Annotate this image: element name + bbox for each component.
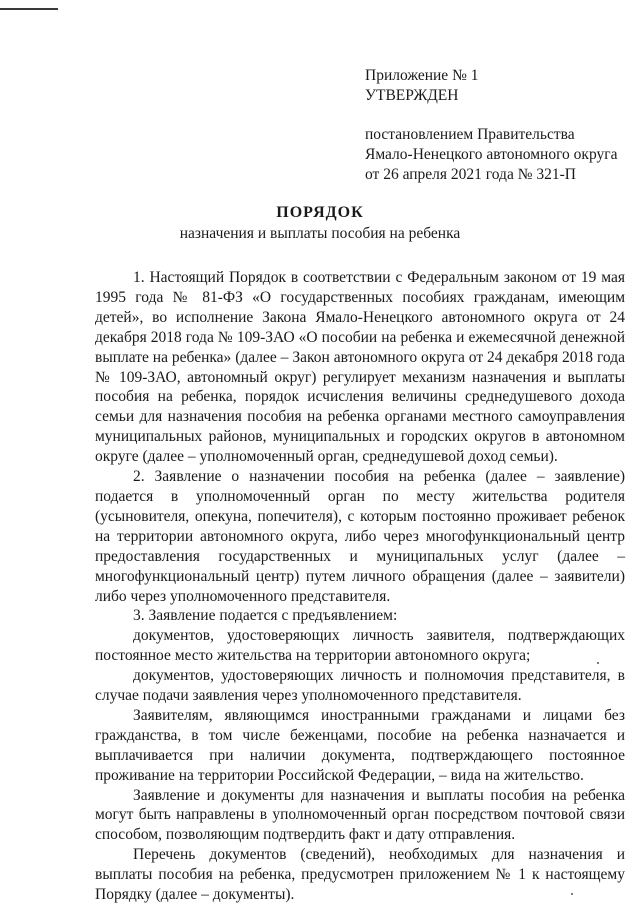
scan-speck <box>597 662 599 664</box>
paragraph-3: 3. Заявление подается с предъявлением: <box>133 607 398 625</box>
approved-by-line-1: постановлением Правительства <box>365 126 575 143</box>
approved-by-line-3: от 26 апреля 2021 года № 321-П <box>365 166 576 183</box>
paragraph-1: 1. Настоящий Порядок в соответствии с Федеральным законом от 19 мая 1995 года № 81-ФЗ «О государственных пособиях гражданам, имеющим детей», во исполнение Закона Ямало-Ненецкого автономного округа от 24 декабря 2018 года № 109-ЗАО «О пособии на ребенка и ежемесячной денежной выплате на ребенка» (далее – Закон автономного округа от 24 декабря 2018 года № 109-ЗАО, автономный округ) регулирует механизм назначения и выплаты пособия на ребенка, порядок исчисления величины среднедушевого дохода семьи для назначения пособия на ребенка органами местного самоуправления муниципальных районов, муниципальных и городских округов в автономном округе (далее – уполномоченный орган, среднедушевой доход семьи). <box>95 269 625 466</box>
approval-block <box>365 66 625 185</box>
paragraph-2: 2. Заявление о назначении пособия на ребенка (далее – заявление) подается в уполномоченный орган по месту жительства родителя (усыновителя, опекуна, попечителя), с которым постоянно проживает ребенок на территории автономного округа, либо через многофункциональный центр предоставления государственных и муниципальных услуг (далее – многофункциональный центр) путем личного обращения (далее – заявители) либо через уполномоченного представителя. <box>95 468 625 605</box>
scan-speck <box>571 893 573 895</box>
paragraph-5: документов, удостоверяющих личность и полномочия представителя, в случае подачи заявления через уполномоченного представителя. <box>95 667 625 705</box>
title-block <box>80 203 560 244</box>
paragraph-8: Перечень документов (сведений), необходимых для назначения и выплаты пособия на ребенка, предусмотрен приложением № 1 к настоящему Порядку (далее – документы). <box>95 846 625 904</box>
document-subtitle: назначения и выплаты пособия на ребенка <box>179 225 461 242</box>
scan-mark <box>0 8 58 10</box>
document-body <box>95 268 625 905</box>
paragraph-4: документов, удостоверяющих личность заявителя, подтверждающих постоянное место жительства на территории автономного округа; <box>95 627 625 665</box>
approved-label: УТВЕРЖДЕН <box>365 87 459 104</box>
paragraph-6: Заявителям, являющимся иностранными гражданами и лицами без гражданства, в том числе беженцами, пособие на ребенка назначается и выплачивается при наличии документа, подтверждающего постоянное проживание на территории Российской Федерации, – вида на жительство. <box>95 706 625 784</box>
paragraph-7: Заявление и документы для назначения и выплаты пособия на ребенка могут быть направлены в уполномоченный орган посредством почтовой связи способом, позволяющим подтвердить факт и дату отправления. <box>95 786 625 844</box>
attachment-number: Приложение № 1 <box>365 67 479 84</box>
approved-by-line-2: Ямало-Ненецкого автономного округа <box>365 146 618 163</box>
document-title: ПОРЯДОК <box>276 204 364 221</box>
